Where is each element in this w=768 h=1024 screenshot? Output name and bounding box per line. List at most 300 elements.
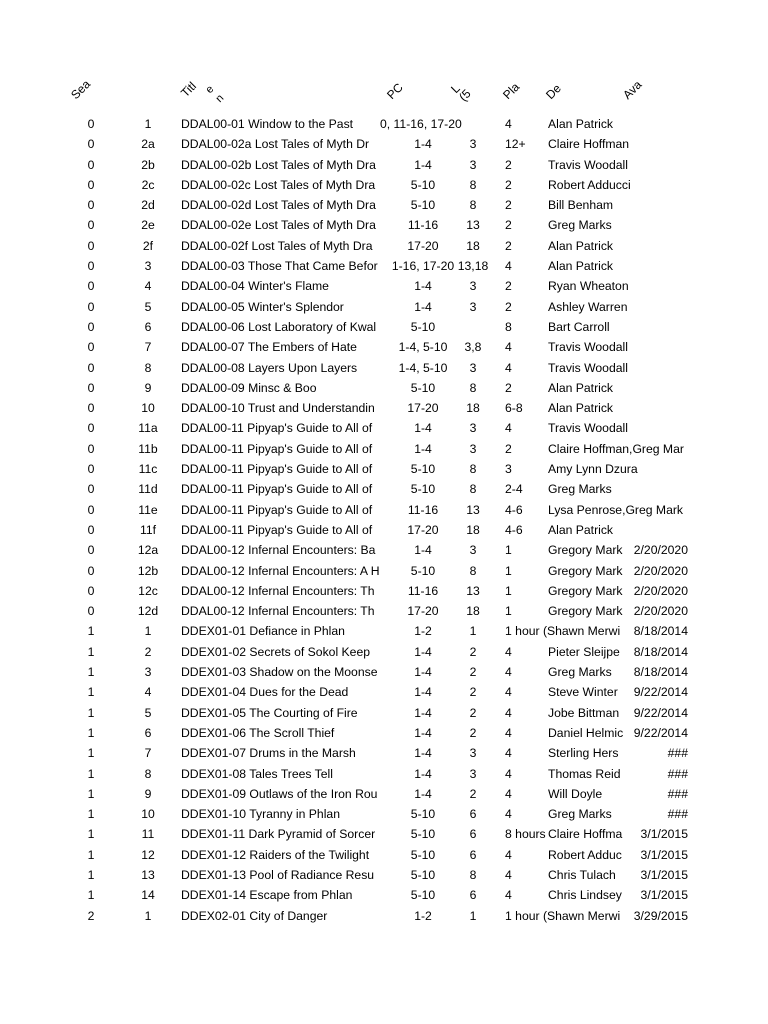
- cell-level[interactable]: 3: [469, 137, 477, 152]
- cell-season[interactable]: 0: [87, 360, 95, 375]
- cell-season[interactable]: 0: [87, 502, 95, 517]
- cell-play[interactable]: 1: [505, 563, 512, 578]
- cell-available[interactable]: 9/22/2014: [633, 725, 688, 740]
- cell-available[interactable]: 2/20/2020: [633, 563, 688, 578]
- cell-title[interactable]: DDAL00-12 Infernal Encounters: Th: [181, 583, 375, 598]
- cell-episode[interactable]: 11: [141, 827, 155, 842]
- cell-episode[interactable]: 2e: [141, 218, 155, 233]
- cell-designer[interactable]: Travis Woodall: [548, 360, 628, 375]
- cell-title[interactable]: DDEX01-10 Tyranny in Phlan: [181, 807, 340, 822]
- cell-play[interactable]: 4: [505, 644, 512, 659]
- cell-episode[interactable]: 1: [144, 624, 152, 639]
- cell-level[interactable]: 2: [469, 725, 477, 740]
- cell-pc[interactable]: 1-2: [414, 624, 432, 639]
- cell-episode[interactable]: 12c: [138, 583, 158, 598]
- cell-episode[interactable]: 12d: [137, 604, 159, 619]
- cell-play[interactable]: 2: [505, 177, 512, 192]
- cell-designer[interactable]: Claire Hoffma: [548, 827, 623, 842]
- cell-season[interactable]: 0: [87, 482, 95, 497]
- cell-title[interactable]: DDEX01-12 Raiders of the Twilight: [181, 847, 370, 862]
- cell-episode[interactable]: 6: [144, 319, 152, 334]
- cell-episode[interactable]: 2: [144, 644, 152, 659]
- cell-pc[interactable]: 5-10: [410, 847, 436, 862]
- cell-designer[interactable]: Travis Woodall: [548, 157, 628, 172]
- cell-season[interactable]: 1: [87, 807, 95, 822]
- cell-title[interactable]: DDAL00-04 Winter's Flame: [181, 279, 329, 294]
- cell-play[interactable]: 2: [505, 299, 512, 314]
- cell-title[interactable]: DDEX01-03 Shadow on the Moonse: [181, 665, 378, 680]
- cell-season[interactable]: 0: [87, 198, 95, 213]
- cell-designer[interactable]: Greg Marks: [548, 665, 612, 680]
- cell-episode[interactable]: 3: [144, 259, 152, 274]
- cell-pc[interactable]: 5-10: [410, 319, 436, 334]
- cell-episode[interactable]: 8: [144, 766, 152, 781]
- cell-season[interactable]: 0: [87, 543, 95, 558]
- cell-designer[interactable]: Alan Patrick: [548, 401, 614, 416]
- cell-designer[interactable]: Gregory Mark: [548, 543, 623, 558]
- cell-play[interactable]: 4: [505, 360, 512, 375]
- cell-designer[interactable]: Alan Patrick: [548, 238, 614, 253]
- cell-play[interactable]: 2: [505, 157, 512, 172]
- cell-level[interactable]: 18: [466, 522, 480, 537]
- cell-episode[interactable]: 14: [141, 888, 155, 903]
- cell-season[interactable]: 0: [87, 177, 95, 192]
- cell-pc[interactable]: 5-10: [410, 563, 436, 578]
- cell-episode[interactable]: 11a: [138, 421, 158, 436]
- cell-title[interactable]: DDAL00-07 The Embers of Hate: [181, 340, 357, 355]
- cell-season[interactable]: 0: [87, 421, 95, 436]
- cell-pc[interactable]: 11-16: [407, 218, 439, 233]
- cell-play[interactable]: 12+: [505, 137, 526, 152]
- cell-designer[interactable]: Greg Marks: [548, 218, 612, 233]
- cell-episode[interactable]: 3: [144, 665, 152, 680]
- cell-level[interactable]: 2: [469, 644, 477, 659]
- cell-available[interactable]: 8/18/2014: [633, 624, 688, 639]
- cell-designer[interactable]: Gregory Mark: [548, 604, 623, 619]
- cell-title[interactable]: DDAL00-02d Lost Tales of Myth Dra: [181, 198, 376, 213]
- cell-level[interactable]: 2: [469, 685, 477, 700]
- header-title: Titl: [178, 79, 200, 100]
- cell-designer[interactable]: Alan Patrick: [548, 117, 614, 131]
- cell-pc[interactable]: 5-10: [410, 867, 436, 882]
- cell-play[interactable]: 4: [505, 685, 512, 700]
- cell-designer[interactable]: Robert Adduc: [548, 847, 622, 862]
- cell-season[interactable]: 0: [87, 563, 95, 578]
- cell-pc[interactable]: 5-10: [410, 380, 436, 395]
- cell-designer[interactable]: Greg Marks: [548, 482, 612, 497]
- cell-play[interactable]: 2: [505, 198, 512, 213]
- cell-episode[interactable]: 12a: [137, 543, 159, 558]
- cell-designer[interactable]: Claire Hoffman,Greg Mar: [548, 441, 684, 456]
- header-play: Pla: [500, 79, 523, 102]
- cell-title[interactable]: DDEX01-14 Escape from Phlan: [181, 888, 353, 903]
- cell-level[interactable]: 18: [466, 238, 480, 253]
- cell-level[interactable]: 1: [469, 908, 477, 923]
- cell-available[interactable]: ###: [667, 746, 688, 761]
- cell-level[interactable]: 6: [469, 827, 477, 842]
- cell-level[interactable]: 8: [469, 380, 477, 395]
- cell-play[interactable]: 4: [505, 665, 512, 680]
- cell-designer[interactable]: Daniel Helmic: [548, 725, 624, 740]
- cell-play[interactable]: 4: [505, 340, 512, 355]
- cell-play[interactable]: 4: [505, 117, 512, 131]
- cell-title[interactable]: DDEX01-13 Pool of Radiance Resu: [181, 867, 375, 882]
- cell-level[interactable]: 3: [469, 441, 477, 456]
- cell-level[interactable]: 3: [469, 299, 477, 314]
- cell-season[interactable]: 1: [87, 705, 95, 720]
- header-level-unit: (5: [456, 86, 474, 104]
- cell-level[interactable]: 2: [469, 786, 477, 801]
- cell-episode[interactable]: 5: [144, 705, 152, 720]
- cell-title[interactable]: DDEX01-06 The Scroll Thief: [181, 725, 335, 740]
- cell-available[interactable]: 3/1/2015: [640, 827, 688, 842]
- cell-play[interactable]: 1 hour (Shawn Merwi: [505, 908, 621, 923]
- cell-season[interactable]: 1: [87, 786, 95, 801]
- cell-level[interactable]: 2: [469, 665, 477, 680]
- cell-pc[interactable]: 1-2: [414, 908, 432, 923]
- cell-pc[interactable]: 1-4: [414, 644, 432, 659]
- cell-available[interactable]: 9/22/2014: [633, 685, 688, 700]
- cell-level[interactable]: 3: [469, 766, 477, 781]
- cell-season[interactable]: 1: [87, 665, 95, 680]
- cell-designer[interactable]: Ashley Warren: [548, 299, 628, 314]
- cell-available[interactable]: ###: [667, 807, 688, 822]
- cell-designer[interactable]: Chris Lindsey: [548, 888, 622, 903]
- cell-title[interactable]: DDEX01-11 Dark Pyramid of Sorcer: [181, 827, 376, 842]
- cell-level[interactable]: 13: [466, 218, 480, 233]
- cell-title[interactable]: DDAL00-02a Lost Tales of Myth Dr: [181, 137, 370, 152]
- cell-available[interactable]: 9/22/2014: [633, 705, 688, 720]
- cell-episode[interactable]: 6: [144, 725, 152, 740]
- cell-pc[interactable]: 5-10: [410, 198, 436, 213]
- cell-level[interactable]: 3: [469, 157, 477, 172]
- cell-title[interactable]: DDEX01-01 Defiance in Phlan: [181, 624, 345, 639]
- cell-title[interactable]: DDAL00-08 Layers Upon Layers: [181, 360, 358, 375]
- cell-pc[interactable]: 1-4: [414, 766, 432, 781]
- cell-play[interactable]: 3: [505, 462, 512, 477]
- cell-season[interactable]: 1: [87, 888, 95, 903]
- cell-designer[interactable]: Sterling Hers: [548, 746, 619, 761]
- cell-episode[interactable]: 12: [141, 847, 155, 862]
- cell-pc[interactable]: 1-4: [414, 725, 432, 740]
- cell-season[interactable]: 0: [87, 340, 95, 355]
- cell-title[interactable]: DDEX01-09 Outlaws of the Iron Rou: [181, 786, 378, 801]
- cell-level[interactable]: 3,8: [464, 340, 482, 355]
- cell-play[interactable]: 4: [505, 421, 512, 436]
- cell-season[interactable]: 0: [87, 157, 95, 172]
- cell-title[interactable]: DDAL00-12 Infernal Encounters: Th: [181, 604, 375, 619]
- cell-level[interactable]: 18: [466, 604, 480, 619]
- cell-season[interactable]: 0: [87, 259, 95, 274]
- cell-designer[interactable]: Lysa Penrose,Greg Mark: [548, 502, 684, 517]
- cell-level[interactable]: 1: [469, 624, 477, 639]
- cell-title[interactable]: DDEX01-02 Secrets of Sokol Keep: [181, 644, 371, 659]
- cell-episode[interactable]: 2a: [141, 137, 155, 152]
- cell-pc[interactable]: 5-10: [410, 177, 436, 192]
- cell-episode[interactable]: 11c: [138, 462, 158, 477]
- cell-episode[interactable]: 9: [144, 380, 152, 395]
- cell-designer[interactable]: Jobe Bittman: [548, 705, 620, 720]
- cell-designer[interactable]: Ryan Wheaton: [548, 279, 629, 294]
- cell-play[interactable]: 1: [505, 583, 512, 598]
- cell-designer[interactable]: Bart Carroll: [548, 319, 610, 334]
- cell-play[interactable]: 8 hours: [505, 827, 546, 842]
- cell-pc[interactable]: 11-16: [407, 502, 439, 517]
- cell-episode[interactable]: 7: [144, 340, 152, 355]
- cell-pc[interactable]: 1-4: [414, 279, 432, 294]
- cell-level[interactable]: 6: [469, 888, 477, 903]
- cell-pc[interactable]: 17-20: [407, 522, 439, 537]
- cell-play[interactable]: 4: [505, 766, 512, 781]
- cell-season[interactable]: 0: [87, 137, 95, 152]
- table-row: [0, 540, 768, 560]
- cell-pc[interactable]: 1-4: [414, 746, 432, 761]
- cell-episode[interactable]: 2d: [141, 198, 155, 213]
- cell-season[interactable]: 0: [87, 319, 95, 334]
- cell-pc[interactable]: 5-10: [410, 827, 436, 842]
- cell-play[interactable]: 4: [505, 786, 512, 801]
- cell-pc[interactable]: 1-16, 17-20: [391, 259, 455, 274]
- cell-pc[interactable]: 1-4: [414, 786, 432, 801]
- cell-designer[interactable]: Alan Patrick: [548, 380, 614, 395]
- cell-season[interactable]: 2: [87, 908, 95, 923]
- cell-play[interactable]: 2: [505, 441, 512, 456]
- cell-level[interactable]: 6: [469, 847, 477, 862]
- cell-season[interactable]: 0: [87, 441, 95, 456]
- cell-episode[interactable]: 10: [141, 807, 155, 822]
- cell-designer[interactable]: Claire Hoffman: [548, 137, 630, 152]
- cell-title[interactable]: DDAL00-02f Lost Tales of Myth Dra: [181, 238, 373, 253]
- cell-designer[interactable]: Gregory Mark: [548, 563, 623, 578]
- cell-title[interactable]: DDAL00-11 Pipyap's Guide to All of: [181, 441, 373, 456]
- cell-season[interactable]: 0: [87, 401, 95, 416]
- cell-play[interactable]: 4: [505, 725, 512, 740]
- cell-designer[interactable]: Robert Adducci: [548, 177, 631, 192]
- cell-title[interactable]: DDEX01-07 Drums in the Marsh: [181, 746, 356, 761]
- cell-level[interactable]: 8: [469, 867, 477, 882]
- cell-available[interactable]: 3/1/2015: [640, 888, 688, 903]
- cell-pc[interactable]: 1-4: [414, 685, 432, 700]
- cell-title[interactable]: DDEX02-01 City of Danger: [181, 908, 328, 923]
- cell-season[interactable]: 0: [87, 522, 95, 537]
- cell-pc[interactable]: 1-4: [414, 665, 432, 680]
- cell-episode[interactable]: 12b: [137, 563, 159, 578]
- cell-episode[interactable]: 2c: [141, 177, 155, 192]
- cell-play[interactable]: 4: [505, 807, 512, 822]
- cell-pc[interactable]: 11-16: [407, 583, 439, 598]
- cell-title[interactable]: DDAL00-02c Lost Tales of Myth Dra: [181, 177, 376, 192]
- cell-title[interactable]: DDEX01-04 Dues for the Dead: [181, 685, 349, 700]
- cell-designer[interactable]: Steve Winter: [548, 685, 618, 700]
- cell-episode[interactable]: 10: [141, 401, 155, 416]
- cell-play[interactable]: 1: [505, 604, 512, 619]
- cell-available[interactable]: 2/20/2020: [633, 604, 688, 619]
- cell-play[interactable]: 1 hour (Shawn Merwi: [505, 624, 621, 639]
- cell-play[interactable]: 4-6: [505, 522, 523, 537]
- cell-play[interactable]: 2: [505, 279, 512, 294]
- cell-play[interactable]: 4-6: [505, 502, 523, 517]
- cell-season[interactable]: 0: [87, 218, 95, 233]
- cell-season[interactable]: 1: [87, 644, 95, 659]
- cell-season[interactable]: 1: [87, 746, 95, 761]
- cell-episode[interactable]: 7: [144, 746, 152, 761]
- cell-title[interactable]: DDAL00-11 Pipyap's Guide to All of: [181, 482, 373, 497]
- cell-title[interactable]: DDAL00-02b Lost Tales of Myth Dra: [181, 157, 376, 172]
- cell-episode[interactable]: 11e: [138, 502, 158, 517]
- cell-pc[interactable]: 1-4: [414, 421, 432, 436]
- cell-level[interactable]: 8: [469, 563, 477, 578]
- cell-level[interactable]: 3: [469, 746, 477, 761]
- cell-pc[interactable]: 1-4: [414, 441, 432, 456]
- cell-available[interactable]: 3/1/2015: [640, 867, 688, 882]
- cell-pc[interactable]: 5-10: [410, 482, 436, 497]
- cell-play[interactable]: 4: [505, 847, 512, 862]
- cell-pc[interactable]: 1-4, 5-10: [398, 340, 448, 355]
- cell-title[interactable]: DDAL00-09 Minsc & Boo: [181, 380, 317, 395]
- cell-pc[interactable]: 1-4: [414, 137, 432, 152]
- cell-designer[interactable]: Travis Woodall: [548, 421, 628, 436]
- cell-designer[interactable]: Alan Patrick: [548, 259, 614, 274]
- cell-episode[interactable]: 9: [144, 786, 152, 801]
- cell-episode[interactable]: 2f: [142, 238, 154, 253]
- cell-title[interactable]: DDAL00-03 Those That Came Befor: [181, 259, 378, 274]
- cell-available[interactable]: ###: [667, 766, 688, 781]
- cell-pc[interactable]: 1-4: [414, 543, 432, 558]
- cell-season[interactable]: 1: [87, 766, 95, 781]
- cell-designer[interactable]: Thomas Reid: [548, 766, 621, 781]
- cell-episode[interactable]: 4: [144, 279, 152, 294]
- cell-season[interactable]: 0: [87, 299, 95, 314]
- cell-play[interactable]: 2: [505, 238, 512, 253]
- cell-level[interactable]: 3: [469, 543, 477, 558]
- cell-pc[interactable]: 0, 11-16, 17-20: [380, 117, 462, 131]
- cell-play[interactable]: 4: [505, 259, 512, 274]
- cell-season[interactable]: 0: [87, 462, 95, 477]
- cell-pc[interactable]: 5-10: [410, 807, 436, 822]
- cell-title[interactable]: DDAL00-12 Infernal Encounters: Ba: [181, 543, 376, 558]
- cell-title[interactable]: DDAL00-06 Lost Laboratory of Kwal: [181, 319, 377, 334]
- cell-title[interactable]: DDAL00-12 Infernal Encounters: A H: [181, 563, 380, 578]
- cell-level[interactable]: 3: [469, 360, 477, 375]
- cell-title[interactable]: DDAL00-01 Window to the Past: [181, 117, 354, 131]
- cell-play[interactable]: 4: [505, 888, 512, 903]
- table-row: [0, 317, 768, 337]
- cell-designer[interactable]: Greg Marks: [548, 807, 612, 822]
- cell-available[interactable]: 3/1/2015: [640, 847, 688, 862]
- cell-pc[interactable]: 17-20: [407, 604, 439, 619]
- cell-play[interactable]: 2: [505, 218, 512, 233]
- cell-season[interactable]: 1: [87, 725, 95, 740]
- cell-episode[interactable]: 5: [144, 299, 152, 314]
- cell-designer[interactable]: Alan Patrick: [548, 522, 614, 537]
- cell-designer[interactable]: Will Doyle: [548, 786, 603, 801]
- cell-play[interactable]: 2: [505, 380, 512, 395]
- cell-episode[interactable]: 4: [144, 685, 152, 700]
- cell-pc[interactable]: 5-10: [410, 462, 436, 477]
- cell-season[interactable]: 1: [87, 685, 95, 700]
- cell-level[interactable]: 8: [469, 198, 477, 213]
- cell-season[interactable]: 0: [87, 583, 95, 598]
- cell-season[interactable]: 1: [87, 867, 95, 882]
- cell-level[interactable]: 6: [469, 807, 477, 822]
- cell-designer[interactable]: Pieter Sleijpe: [548, 644, 620, 659]
- cell-episode[interactable]: 11b: [138, 441, 158, 456]
- cell-title[interactable]: DDAL00-11 Pipyap's Guide to All of: [181, 502, 373, 517]
- cell-available[interactable]: 2/20/2020: [633, 583, 688, 598]
- cell-level[interactable]: 3: [469, 279, 477, 294]
- cell-episode[interactable]: 8: [144, 360, 152, 375]
- cell-designer[interactable]: Amy Lynn Dzura: [548, 462, 638, 477]
- cell-play[interactable]: 1: [505, 543, 512, 558]
- cell-title[interactable]: DDAL00-11 Pipyap's Guide to All of: [181, 522, 373, 537]
- cell-play[interactable]: 4: [505, 867, 512, 882]
- cell-designer[interactable]: Chris Tulach: [548, 867, 616, 882]
- cell-pc[interactable]: 1-4: [414, 157, 432, 172]
- cell-season[interactable]: 0: [87, 380, 95, 395]
- cell-level[interactable]: 13: [466, 502, 480, 517]
- cell-play[interactable]: 8: [505, 319, 512, 334]
- cell-episode[interactable]: 11d: [138, 482, 158, 497]
- cell-level[interactable]: 8: [469, 177, 477, 192]
- cell-season[interactable]: 1: [87, 827, 95, 842]
- cell-episode[interactable]: 11f: [139, 522, 157, 537]
- cell-designer[interactable]: Travis Woodall: [548, 340, 628, 355]
- cell-episode[interactable]: 1: [144, 117, 152, 131]
- cell-play[interactable]: 2-4: [505, 482, 523, 497]
- cell-season[interactable]: 0: [87, 238, 95, 253]
- cell-pc[interactable]: 1-4: [414, 705, 432, 720]
- cell-pc[interactable]: 5-10: [410, 888, 436, 903]
- cell-available[interactable]: 2/20/2020: [633, 543, 688, 558]
- cell-season[interactable]: 0: [87, 279, 95, 294]
- cell-pc[interactable]: 17-20: [407, 401, 439, 416]
- cell-available[interactable]: ###: [667, 786, 688, 801]
- cell-title[interactable]: DDAL00-02e Lost Tales of Myth Dra: [181, 218, 376, 233]
- cell-designer[interactable]: Bill Benham: [548, 198, 614, 213]
- cell-play[interactable]: 4: [505, 746, 512, 761]
- cell-level[interactable]: 8: [469, 462, 477, 477]
- cell-level[interactable]: 3: [469, 421, 477, 436]
- cell-episode[interactable]: 2b: [141, 157, 155, 172]
- cell-level[interactable]: 13: [466, 583, 480, 598]
- cell-title[interactable]: DDEX01-08 Tales Trees Tell: [181, 766, 333, 781]
- cell-title[interactable]: DDAL00-11 Pipyap's Guide to All of: [181, 462, 373, 477]
- cell-available[interactable]: 8/18/2014: [633, 644, 688, 659]
- cell-level[interactable]: 2: [469, 705, 477, 720]
- cell-available[interactable]: 8/18/2014: [633, 665, 688, 680]
- cell-level[interactable]: 18: [466, 401, 480, 416]
- cell-season[interactable]: 1: [87, 847, 95, 862]
- cell-designer[interactable]: Gregory Mark: [548, 583, 623, 598]
- cell-season[interactable]: 0: [87, 604, 95, 619]
- cell-available[interactable]: 3/29/2015: [633, 908, 688, 923]
- cell-title[interactable]: DDEX01-05 The Courting of Fire: [181, 705, 358, 720]
- cell-episode[interactable]: 1: [144, 908, 152, 923]
- cell-pc[interactable]: 17-20: [407, 238, 439, 253]
- cell-pc[interactable]: 1-4, 5-10: [398, 360, 448, 375]
- cell-level[interactable]: 8: [469, 482, 477, 497]
- cell-season[interactable]: 0: [87, 117, 95, 131]
- cell-level[interactable]: 13,18: [457, 259, 489, 274]
- cell-title[interactable]: DDAL00-10 Trust and Understandin: [181, 401, 375, 416]
- cell-pc[interactable]: 1-4: [414, 299, 432, 314]
- cell-title[interactable]: DDAL00-11 Pipyap's Guide to All of: [181, 421, 373, 436]
- cell-title[interactable]: DDAL00-05 Winter's Splendor: [181, 299, 344, 314]
- cell-play[interactable]: 4: [505, 705, 512, 720]
- cell-season[interactable]: 1: [87, 624, 95, 639]
- cell-play[interactable]: 6-8: [505, 401, 523, 416]
- cell-episode[interactable]: 13: [141, 867, 155, 882]
